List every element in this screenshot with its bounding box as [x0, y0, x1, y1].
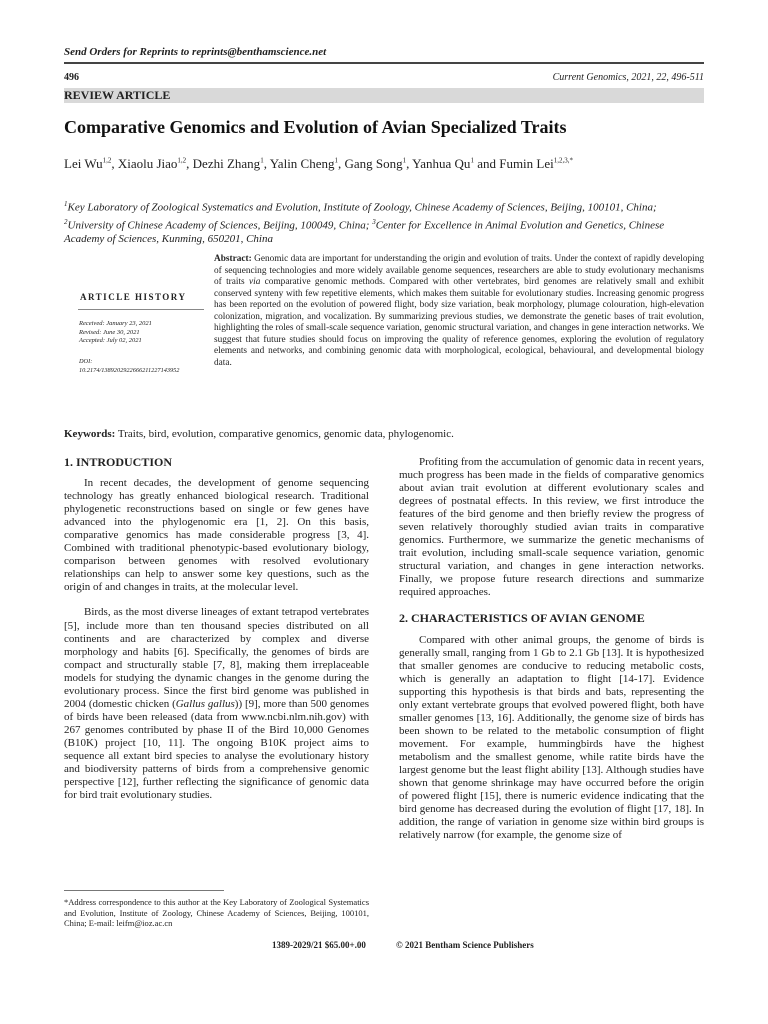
section-heading-introduction: 1. INTRODUCTION	[64, 455, 173, 469]
paragraph: Compared with other animal groups, the genome of birds is generally small, ranging from 1 Gb to 2.1 Gb [13]. It is hypothesized that smaller genomes are conducive to reducing metabolic costs, which is generally an adaptation to flight [14-17]. Evidence supporting this hypothesis is that birds and bats, representing the only extant vertebrate groups that evolved powered flight, both have smaller genomes [13, 16]. Additionally, the genome size of birds has been shown to be related to the metabolic consumption of flight movement. For example, hummingbirds have the highest metabolism and the smallest genome, while ratite birds have the largest genome but the least flight ability [13]. Although studies have shown that genome shrinkage may have occurred before the origin of powered flight [15], there is numeric evidence indicating that the bird genome has decreased during the evolution of flight [17, 18]. In addition, the range of variation in genome size within bird groups is relatively narrow (for example, the genome size of	[399, 633, 704, 842]
received-date: Received: January 23, 2021	[79, 320, 152, 327]
journal-name: Current Genomics	[552, 72, 627, 83]
article-title: Comparative Genomics and Evolution of Avian Specialized Traits	[64, 117, 567, 137]
paragraph: In recent decades, the development of genome sequencing technology has greatly enhanced biological research. Traditional phylogenetic reconstructions based on single or few genes have advanced into the phylogenomic era [1, 2]. On this basis, comparative genomics has made considerable progress [3, 4]. Combined with traditional phenotypic-based evolutionary biology, comparison between genomes with resolved evolutionary relationships can help to answer some key questions, such as the origin of and changes in traits, at the molecular level.	[64, 477, 369, 594]
journal-pages: , 496-511	[666, 72, 704, 83]
article-history-rule	[78, 309, 204, 310]
affiliation: University of Chinese Academy of Sciences, Beijing, 100049, China;	[67, 219, 373, 232]
article-history-title: ARTICLE HISTORY	[80, 292, 187, 302]
author: Xiaolu Jiao$^{1,2}$	[117, 156, 187, 171]
article-type: REVIEW ARTICLE	[64, 88, 171, 102]
article-dates	[79, 320, 152, 346]
author: Fumin Lei$^{1,2,3,*}$	[499, 156, 573, 171]
doi	[79, 358, 209, 375]
author: Gang Song$^1$	[344, 156, 407, 171]
affiliation: Center for Excellence in Animal Evolution and Genetics, Chinese Academy of Sciences, Kunming, 650201, China	[64, 219, 665, 246]
footnote-rule	[64, 890, 224, 891]
revised-date: Revised: June 30, 2021	[79, 328, 140, 336]
doi-link[interactable]: 10.2174/1389202922666211227143952	[79, 366, 180, 374]
right-column	[399, 456, 704, 842]
left-column	[64, 456, 369, 802]
journal-citation	[553, 72, 704, 83]
author: Yanhua Qu$^1$	[412, 156, 474, 171]
paragraph: Birds, as the most diverse lineages of extant tetrapod vertebrates [5], include more than ten thousand species distributed on all continents and are characterized by complex and diverse morphology and habits [6]. Specifically, the genomes of birds are compact and structurally stable [7, 8], making them irreplaceable models for studying the dynamic changes in the genome during the evolutionary process. Since the first bird genome was published in 2004 (domestic chicken (Gallus gallus)) [9], more than 500 genomes of birds have been released (data from www.ncbi.nlm.nih.gov) with 267 genomes contributed by phase II of the Bird 10,000 Genomes (B10K) project [10, 11]. The ongoing B10K project aims to sequence all extant bird species to analyse the evolutionary history and biodiversity patterns of birds from a comprehensive genomic perspective [12], further reflecting the significance of genomic data for bird trait evolutionary studies.	[64, 606, 369, 802]
keywords: Keywords: Traits, bird, evolution, comparative genomics, genomic data, phylogenomic.	[64, 428, 454, 440]
paragraph: Profiting from the accumulation of genomic data in recent years, much progress has been made in the fields of comparative genomics about avian trait evolution at different evolutionary scales and degrees of postnatal effects. In this review, we first introduce the features of the bird genome and then briefly review the progress of seven relatively thoroughly studied avian traits in comparative genomics. Furthermore, we summarize the genetic mechanisms of trait evolution, including small-scale sequence variation, genomic structural variation, and changes in gene interaction networks. Finally, we propose future research directions and summarize required approaches.	[399, 456, 704, 599]
abstract: Abstract: Genomic data are important for understanding the origin and evolution of traits. Under the context of rapidly developing of sequencing technologies and more widely available genome sequences, researchers are able to study evolutionary mechanisms of traits via comparative genomic methods. Compared with other vertebrates, bird genomes are relatively small and exhibit conserved synteny with few repetitive elements, which makes them suitable for evolutionary studies. Increasing genomic progress has been reported on the evolution of powered flight, body size variation, beak morphology, plumage colouration, high-elevation colonization, migration, and vocalization. By summarizing previous studies, we demonstrate the genetic bases of trait evolution, highlighting the roles of small-scale sequence variation, genomic structural variation, and changes in gene interaction networks. We suggest that future studies should focus on improving the quality of reference genomes, exploring the evolution of regulatory elements and networks, and combining genomic data with morphological, ecological, behavioural, and developmental biology data.	[214, 254, 704, 368]
header-rule	[64, 62, 704, 64]
affiliations: $^1$Key Laboratory of Zoological Systematics and Evolution, Institute of Zoology, Chinese Academy of Sciences, Beijing, 100101, China; $^2$University of Chinese Academy of Sciences, Beijing, 100049, China; $^3$Center for Excellence in Animal Evolution and Genetics, Chinese Academy of Sciences, Kunming, 650201, China	[64, 200, 665, 246]
section-heading-avian-genome: 2. CHARACTERISTICS OF AVIAN GENOME	[399, 610, 645, 625]
doi-label: DOI:	[79, 358, 93, 365]
abstract-label: Abstract:	[214, 254, 252, 264]
page-number: 496	[64, 72, 79, 83]
keywords-label: Keywords:	[64, 428, 116, 440]
journal-year: , 2021,	[626, 72, 657, 83]
issn-price: 1389-2029/21 $65.00+.00	[272, 940, 366, 950]
reprint-notice: Send Orders for Reprints to reprints@benthamscience.net	[64, 46, 327, 58]
author: Dezhi Zhang$^1$	[192, 156, 264, 171]
author: Lei Wu$^{1,2}$	[64, 156, 112, 171]
affiliation: Key Laboratory of Zoological Systematics and Evolution, Institute of Zoology, Chinese Academy of Sciences, Beijing, 100101, China;	[67, 201, 657, 214]
copyright: © 2021 Bentham Science Publishers	[396, 940, 534, 950]
author: Yalin Cheng$^1$	[269, 156, 338, 171]
correspondence-footnote: *Address correspondence to this author at the Key Laboratory of Zoological Systematics and Evolution, Institute of Zoology, Chinese Academy of Sciences, Beijing, 100101, China; E-mail: leifm@ioz.ac.cn	[64, 897, 369, 928]
accepted-date: Accepted: July 02, 2021	[79, 337, 142, 344]
journal-volume: 22	[656, 72, 667, 83]
author-list: Lei Wu$^{1,2}$, Xiaolu Jiao$^{1,2}$, Dezhi Zhang$^1$, Yalin Cheng$^1$, Gang Song$^1$, Yanhua Qu$^1$ and Fumin Lei$^{1,2,3,*}$	[64, 156, 573, 171]
